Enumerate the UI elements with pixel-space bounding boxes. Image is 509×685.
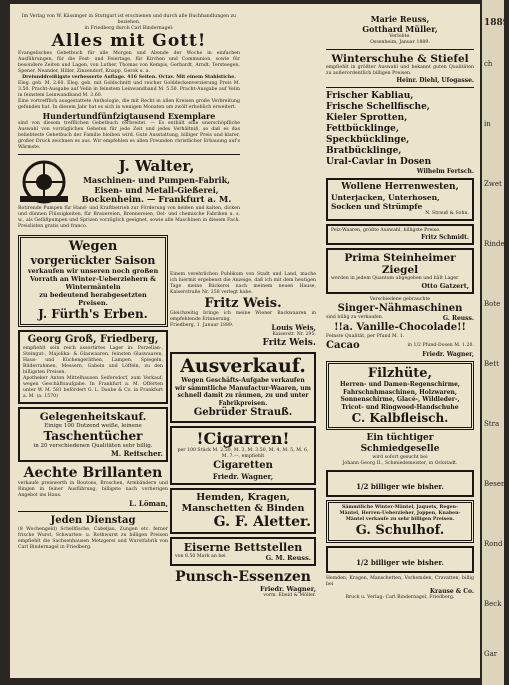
prayerbook-text: Evangelisches Gebetbuch für alle Morgen und Abende der Woche in einfachen Ausführungen, für die Fest- und Feiertage, für Kirchen und Communion, sowie für besondere Zeiten und Lagen, von Luther, Thomas von Kempis, Gerhardt, Arndt, Tersteegen, Spener, Neander, Hiller, Zinzendorf, Knapp, Gerok u. a. [18, 51, 240, 74]
weis-date: Friedberg, 1. Januar 1889. [170, 323, 234, 328]
gel-firm: M. Reitscher. [110, 449, 163, 458]
gelegenheit-ad [18, 407, 168, 462]
edge-fragment: in [484, 120, 491, 128]
bettstellen-text: von 8.50 Mark an bei [175, 554, 226, 559]
prayerbook-prices: Eleg. geb. M. 2.60. Eleg. geb. mit Goldschnitt und reicher Golddeckenverzierung Preis M. 3.50. Pracht-Ausgabe auf Velin in feinstem Leinwandband M. 5.50. Pracht-Ausgabe auf Velin in feinstem Leinwandband M. 3.60. [18, 81, 240, 98]
ziegel-text: werden in jedem Quantum abgegeben und hält Lager [331, 276, 459, 281]
ausverkauf-title: Ausverkauf. [180, 355, 306, 377]
edge-fragment: Beck [484, 600, 502, 608]
weis-name-1: Fritz Weis. [204, 296, 282, 311]
punsch-address: vorm. Ebeid & Möller. [263, 593, 316, 598]
cacao-label: Cacao [326, 340, 360, 351]
price-note-2: 1/2 billiger wie bisher. [356, 558, 444, 567]
ziegel-firm: Otto Gatzert, [421, 282, 469, 290]
gross-ad [18, 330, 168, 404]
wolle-text: Unterjacken, Unterhosen, Socken und Strümpfe [331, 193, 440, 211]
intro-line-2: in Friedberg durch Carl Bindernagel: [84, 26, 174, 31]
wegen-text2: zu bedeutend herabgesetzten Preisen. [39, 291, 147, 307]
ausverkauf-ad [170, 352, 316, 423]
edge-fragment: Gar [484, 650, 498, 658]
kalbfleisch-firm: C. Kalbfleisch. [351, 411, 449, 425]
schulhof-firm: G. Schulhof. [355, 523, 445, 538]
divider [18, 154, 240, 155]
walter-place: Bockenheim. — Frankfurt a. M. [81, 195, 232, 205]
fish-item: Frische Schellfische, [326, 102, 430, 112]
divider [326, 49, 474, 50]
walter-name: J. Walter, [118, 157, 195, 175]
adjacent-page-edge [482, 0, 509, 685]
cacao-text: in 1/2 Pfund-Dosen M. 1.20. [407, 342, 474, 348]
fish-item: Speckbücklinge, Bratbücklinge, [326, 135, 410, 156]
fish-item: Kieler Sprotten, Fettbücklinge, [326, 113, 408, 134]
brillanten-firm: L. Löman, [129, 499, 168, 508]
edge-fragment: Rinde [484, 240, 505, 248]
aletter-firm: G. F. Aletter. [213, 514, 311, 530]
ausverkauf-text: Wegen Geschäfts-Aufgabe verkaufen wir sämmtliche Manufactur-Waaren, um schnell damit zu räumen, zu und unter Fabrikpreisen. [175, 377, 311, 407]
reuss-city: Verlobte. [389, 34, 411, 39]
weis-announcement: Einem verehrlichen Publikum von Stadt und Land, mache ich hiermit ergebenst die Anzeige, daß ich mit dem heutigen Tage meine Bäckerei nach meinem neuen Hause, Kaiserstraße Nr. 258 verlegt habe. [170, 272, 316, 295]
hemden-text: Hemden, Kragen, Manschetten, Vorhemden, Cravatten, billig bei [326, 576, 474, 587]
cigaretten-label: Cigaretten [213, 460, 273, 471]
price-note-box [326, 470, 474, 497]
wegen-ad [18, 235, 168, 327]
gross-title: Georg Groß, Friedberg, [27, 334, 159, 345]
weis-name-2: Fritz Weis. [262, 338, 316, 348]
chocolade-firm: Friedr. Wagner, [422, 351, 474, 358]
fish-firm: Wilhelm Fertsch. [416, 168, 474, 175]
walter-text: Rotirende Pumpen für Hand- und Kraftbetrieb zur Förderung von heißen und kalten, dicken und dünnen Flüssigkeiten, für Brauereien, Brennereien, Oel- und chemische Fabriken u. s. w., als Gefäßpumpen und Sprizen vorzüglich geeignet, sowie alle Maschinen in diesem Fach. Preislisten gratis und franco. [18, 206, 240, 229]
weis-text: Gleichzeitig bringe ich meine Wiener Backwaaren in empfehlende Erinnerung. [170, 311, 316, 322]
gel-title: Gelegenheitskauf. [39, 411, 147, 423]
schmied-text: wird sofort gesucht bei [372, 455, 428, 460]
winterschuhe-firm: Heinr. Diehl, Ufogasse. [396, 77, 474, 84]
singer-firm: G. Reuss. [442, 315, 474, 322]
cigarren-firm: Friedr. Wagner, [212, 472, 274, 481]
brillanten-text: verkaufe preiswerth in Boutons, Broschen, Armbändern und Ringen in feiner Ausführung, billigste nach vorherigen Angebot ins Haus. [18, 481, 168, 498]
right-column [326, 14, 474, 601]
wolle-title: Wollene Herrenwesten, [341, 182, 459, 192]
dienstag-title: Jeden Dienstag [50, 515, 136, 526]
singer-title: Singer-Nähmaschinen [337, 303, 463, 314]
fish-item: Ural-Caviar in Dosen [326, 157, 432, 167]
pelz-firm: Fritz Schmidt. [421, 234, 469, 241]
brillanten-title: Aechte Brillanten [23, 465, 163, 481]
winter-maentel-text: Sämmtliche Winter-Mäntel, Jaquets, Regen-Mäntel, Herren-Ueberzieher, Joppen, Knaben-Mäntel verkaufe zu sehr billigen Preisen. [339, 505, 461, 522]
hundred-text: sind von diesem trefflichen Gebetbuch verbreitet. — Es enthält eine unerschöpfliche Auswahl von vorzüglichen Gebeten für jede Zeit und jedes Verhältniß, so daß es das beliebteste Gebetbuch der Familie bleiben wird. Gute Ausstattung, billiger Preis und klarer, großer Druck zeichnen es aus. Wir empfehlen es allen Freunden christlicher Erbauung auf's Wärmste. [18, 121, 240, 150]
gross-note: Apotheker Anton Mittelhausen Seifersdorf, zum Verkauf, wegen Geschäftsaufgabe. In Frankfurt a. M. Offerten unter W. M. 581 befördert G. L. Daube & Co. in Frankfurt a. M. (a. 1570) [23, 376, 163, 399]
hundred-heading: Hundertundfünfzigtausend Exemplare [42, 111, 216, 121]
wolle-ad [326, 178, 474, 221]
hemden-title: Hemden, Kragen, Manschetten & Binden [181, 492, 305, 514]
gel-text: Einige 100 Dutzend weiße, leinene [44, 423, 142, 429]
edge-year: 1889 [484, 18, 509, 28]
bettstellen-title: Eiserne Bettstellen [183, 541, 303, 554]
reuss-date: Ossenheim, Januar 1889. [370, 40, 430, 45]
pump-machine-icon [18, 158, 70, 206]
walter-ad [18, 158, 240, 195]
louis-address: Kaiserstr. Nr. 295. [272, 332, 316, 337]
gel-text2: in 20 verschiedenen Qualitäten sehr billig. [33, 443, 153, 449]
bettstellen-firm: G. M. Reuss. [265, 554, 311, 562]
gel-item: Taschentücher [43, 429, 143, 443]
intro-line: Im Verlag von W. Kässinger in Stuttgart ist erschienen und durch alle Buchhandlungen zu beziehen, [21, 14, 237, 25]
gross-text: empfiehlt sein reich assortirtes Lager in: Porzellan-, Steingut-, Majolika- & Glaswaaren, feinsten Glaswaaren, Haus- und Küchengeräthen, Lampen, Spiegeln, Bilderrahmen, Messern, Gabeln und Löffeln, zu den billigsten Preisen. [23, 346, 163, 375]
ausverkauf-firm: Gebrüder Strauß. [193, 407, 293, 418]
filzhuete-title: Filzhüte, [367, 366, 433, 381]
edge-fragment: Bote [484, 300, 501, 308]
price-note: 1/2 billiger wie bisher. [356, 482, 444, 491]
wegen-sub: vorgerückter Saison [30, 254, 156, 267]
cigarren-ad [170, 426, 316, 485]
ziegel-title: Prima Steinheimer Ziegel [344, 252, 456, 276]
newspaper-page [10, 4, 480, 678]
winter-maentel-ad [326, 500, 474, 543]
singer-pre: Verschiedene gebrauchte [369, 297, 431, 302]
punsch-title: Punsch-Essenzen [175, 569, 311, 585]
cigarren-title: !Cigarren! [196, 429, 290, 448]
punsch-firm: Friedr. Wagner, [260, 585, 316, 593]
chocolade-text: Feinste Qualität, per Pfund M. 1. [326, 334, 405, 339]
edge-fragment: Zwet [484, 180, 502, 188]
walter-line: Maschinen- und Pumpen-Fabrik, Eisen- und Metall-Gießerei, [83, 175, 230, 195]
schmied-title: Ein tüchtiger Schmiedgeselle [360, 433, 440, 454]
footer-imprint: Bruck u. Verlag: Carl Bindernagel, Friedberg. [345, 595, 455, 600]
prayerbook-notice: Eine vortrefflich ausgestattete Anthologie, die mit Recht in allen Kreisen große Verbreitung gefunden hat. In diesem Jahr hat es sich in wenigen Monaten um zwölf erheblich erweitert. [18, 99, 240, 110]
hemden-firm: Krause & Co. [429, 588, 474, 595]
middle-column [170, 272, 316, 599]
singer-text: sind billig zu verkaufen. [326, 315, 384, 320]
louis-weis: Louis Weis, [271, 323, 316, 332]
price-note-box-2 [326, 546, 474, 573]
pelz-ad [326, 224, 474, 245]
wegen-title: Wegen [68, 239, 118, 254]
divider [326, 87, 474, 88]
hemden-ad [170, 488, 316, 534]
bettstellen-ad [170, 537, 316, 566]
schmied-firm: Johann Georg II., Schmiedemeister, in Ockstadt. [342, 461, 458, 466]
prayerbook-title: Alles mit Gott! [51, 31, 207, 51]
filzhuete-text: Herren- und Damen-Regenschirme, Fahrschnhmaschinen, Holzwaren, Sonnenschirme, Glacé-, Wildleder-, Tricot- und Ringwood-Handschuhe [340, 381, 460, 411]
chocolade-title: !!a. Vanille-Chocolade!! [334, 322, 466, 333]
wolle-firm: N. Strauß & Sohn, [425, 211, 469, 216]
pelz-text: Pelz-Waaren, größte Auswahl, billigste Preise. [331, 228, 441, 233]
cigarren-text: per 100 Stück M. 2.50, M. 3, M. 3.50, M. 4, M. 5, M. 6, M. 7.—, empfiehlt [177, 448, 309, 459]
dienstag-text: (8 Wochengeld) Schellfische, Cabeljau, Zungen etc. ferner frische Wurst, Schwarten- u. Rothwurst zu billigen Preisen empfiehlt die Sachsenhausen Metzgerei und Wurstfabrik von Carl Bindernagel in Friedberg. [18, 527, 168, 550]
prayerbook-edition: Dreiunddreißigste verbesserte Auflage. 416 Seiten. Octav. Mit einem Stahlstiche. [22, 75, 236, 80]
fish-item: Frischer Kabliau, [326, 91, 414, 101]
wegen-firm: J. Fürth's Erben. [38, 307, 148, 321]
winterschuhe-text: empfiehlt in größter Auswahl und bekannt guten Qualitäten zu außerordentlich billigen Preisen. [326, 65, 474, 76]
filzhuete-ad [326, 361, 474, 430]
edge-fragment: Bett [484, 360, 499, 368]
wegen-text1: verkaufen wir unseren noch großen Vorrath an Winter-Ueberziehern & Wintermänteln [27, 267, 159, 291]
edge-fragment: ch [484, 60, 493, 68]
edge-fragment: Stra [484, 420, 500, 428]
edge-fragment: Rond [484, 540, 503, 548]
winterschuhe-title: Winterschuhe & Stiefel [331, 53, 469, 65]
reuss-name: Marie Reuss, [370, 14, 430, 24]
divider [18, 511, 168, 512]
edge-fragment: Besen [484, 480, 506, 488]
fish-list [326, 91, 474, 168]
reuss-sub: Gotthard Müller, [362, 24, 438, 34]
ziegel-ad [326, 248, 474, 294]
